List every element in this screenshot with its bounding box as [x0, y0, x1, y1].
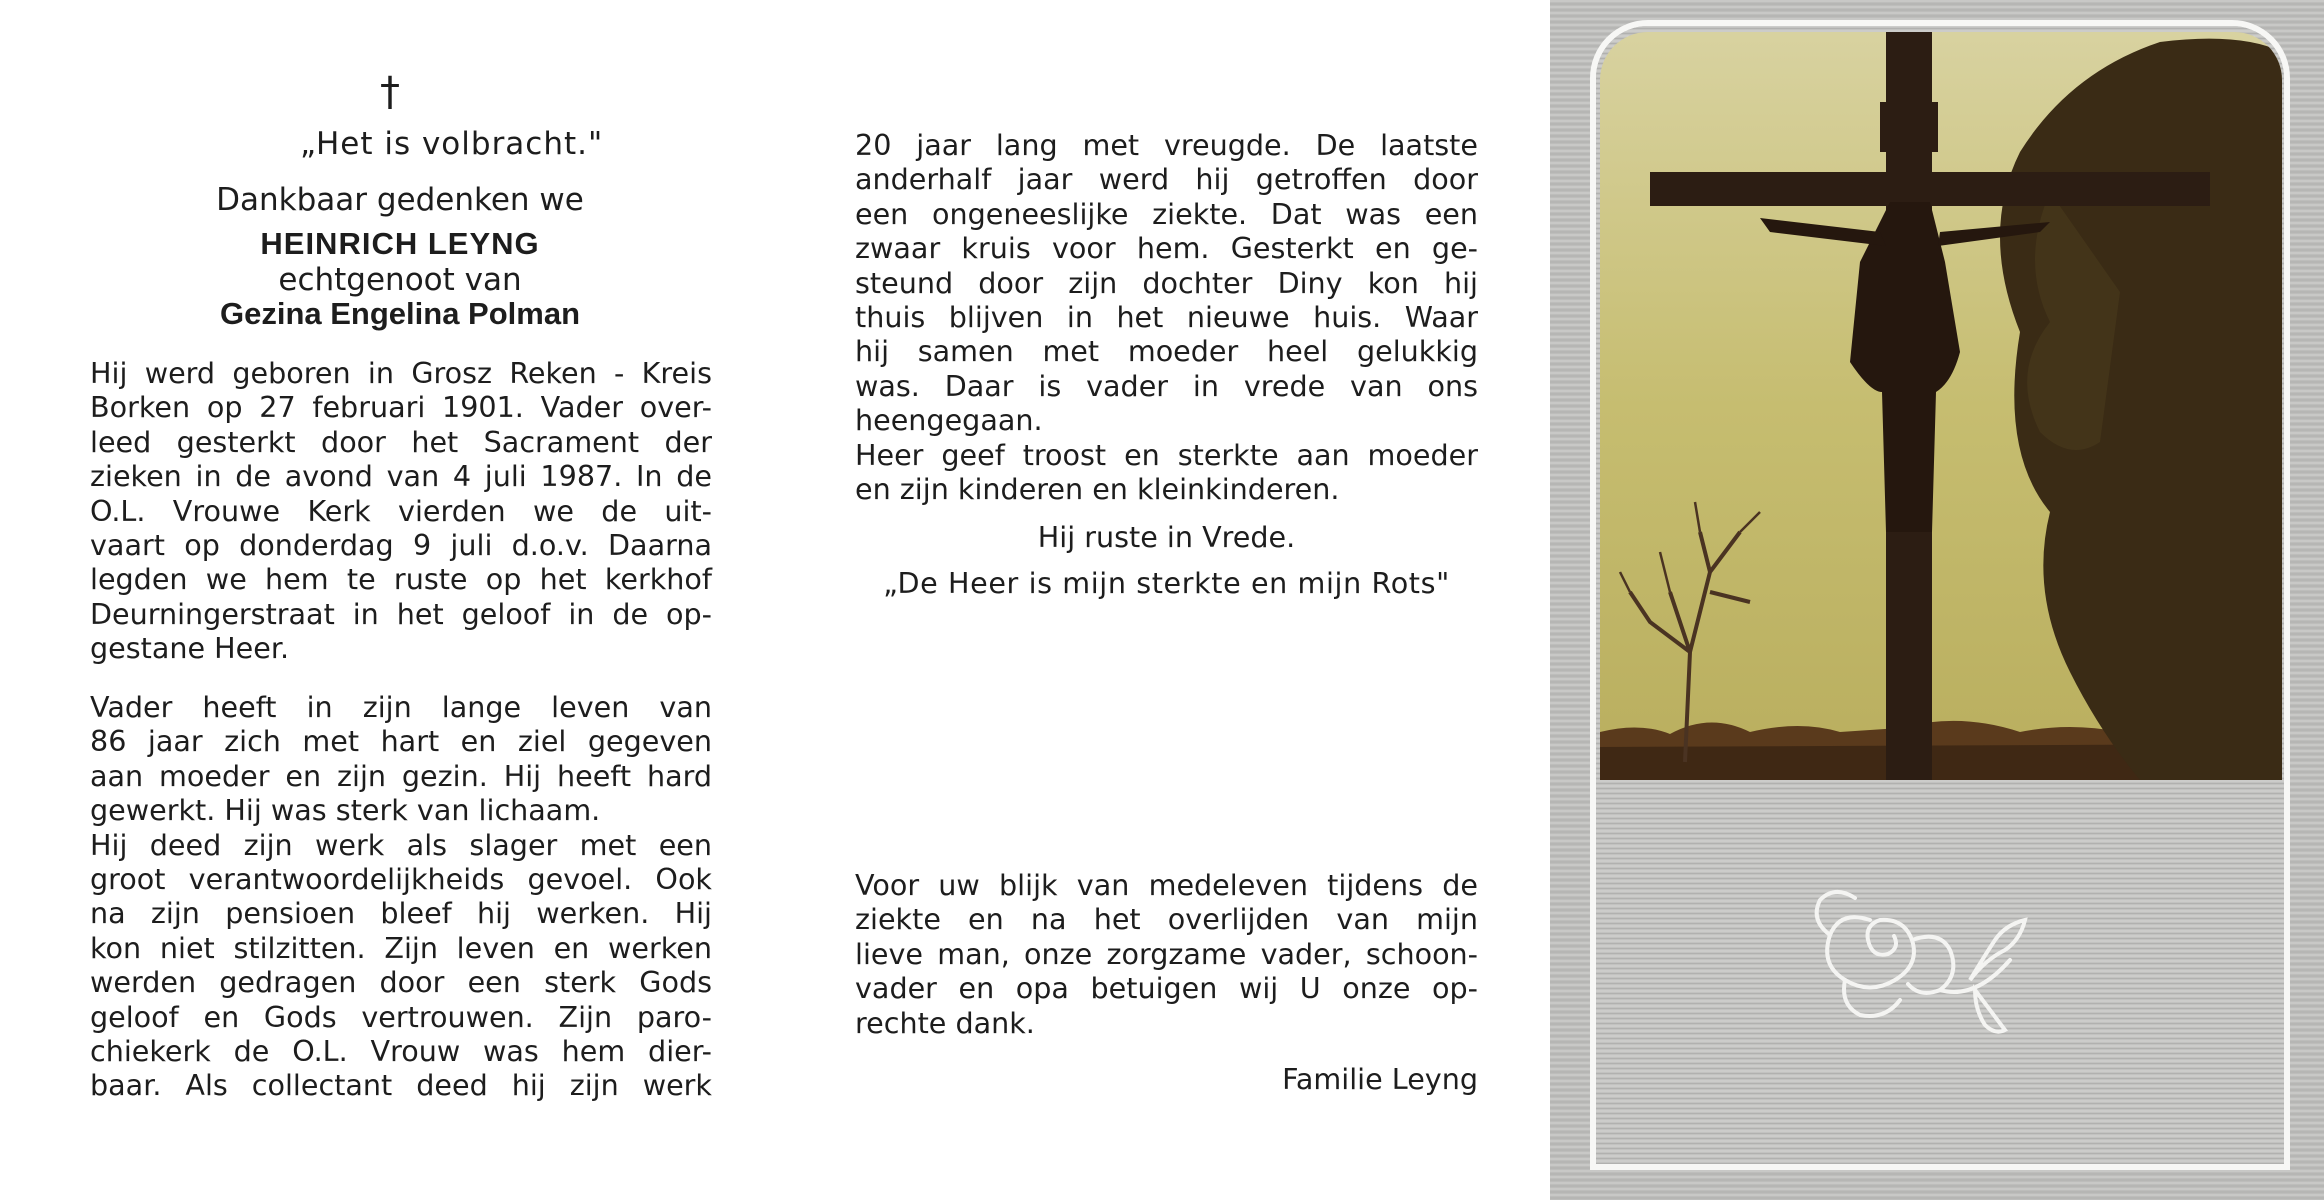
text-line: lieve man, onze zorgzame vader, schoon-	[855, 936, 1478, 971]
text-line: thuis blijven in het nieuwe huis. Waar	[855, 300, 1478, 335]
text-line: anderhalf jaar werd hij getroffen door	[855, 162, 1478, 197]
text-line: geloof en Gods vertrouwen. Zijn paro-	[90, 999, 712, 1034]
text-line: zieken in de avond van 4 juli 1987. In de	[90, 459, 712, 494]
crucifix-silhouette-icon	[1600, 32, 2282, 780]
text-line: zwaar kruis voor hem. Gesterkt en ge-	[855, 231, 1478, 266]
text-line: kon niet stilzitten. Zijn leven en werken	[90, 930, 712, 965]
text-line: ziekte en na het overlijden van mijn	[855, 902, 1478, 937]
text-line: een ongeneeslijke ziekte. Dat was een	[855, 196, 1478, 231]
spouse-name: Gezina Engelina Polman	[219, 296, 581, 331]
spouse-of-label: echtgenoot van	[278, 262, 522, 298]
text-line: aan moeder en zijn gezin. Hij heeft hard	[90, 758, 712, 793]
text-line: na zijn pensioen bleef hij werken. Hij	[90, 896, 712, 931]
crucifix-photo	[1600, 32, 2282, 780]
rest-in-peace: Hij ruste in Vrede.	[1037, 520, 1296, 554]
text-line: 86 jaar zich met hart en ziel gegeven	[90, 724, 712, 759]
cross-icon: †	[380, 69, 400, 115]
text-line: Heer geef troost en sterkte aan moeder	[855, 437, 1478, 472]
biography-paragraph-2	[90, 690, 712, 1103]
thanks-paragraph	[855, 868, 1478, 1040]
text-line: 20 jaar lang met vreugde. De laatste	[855, 128, 1478, 162]
text-line: werden gedragen door een sterk Gods	[90, 965, 712, 1000]
text-line: chiekerk de O.L. Vrouw was hem dier-	[90, 1034, 712, 1069]
family-signature: Familie Leyng	[1282, 1062, 1478, 1096]
text-line: Deurningerstraat in het geloof in de op-	[90, 596, 712, 631]
text-line: was. Daar is vader in vrede van ons	[855, 368, 1478, 403]
text-line: Vader heeft in zijn lange leven van	[90, 690, 712, 724]
opening-quote: „Het is volbracht."	[300, 126, 604, 162]
text-line: legden we hem te ruste op het kerkhof	[90, 562, 712, 597]
left-page	[0, 0, 770, 1200]
biography-paragraph-3	[855, 128, 1478, 506]
text-line: vader en opa betuigen wij U onze op-	[855, 971, 1478, 1006]
text-line: O.L. Vrouwe Kerk vierden we de uit-	[90, 493, 712, 528]
text-line: Voor uw blijk van medeleven tijdens de	[855, 868, 1478, 902]
text-line: en zijn kinderen en kleinkinderen.	[855, 472, 1340, 507]
text-line: Borken op 27 februari 1901. Vader over-	[90, 390, 712, 425]
deceased-name: HEINRICH LEYNG	[260, 226, 540, 261]
text-line: heengegaan.	[855, 403, 1043, 438]
biography-paragraph-1	[90, 356, 712, 666]
text-line: leed gesterkt door het Sacrament der	[90, 424, 712, 459]
text-line: Hij werd geboren in Grosz Reken - Kreis	[90, 356, 712, 390]
text-line: steund door zijn dochter Diny kon hij	[855, 265, 1478, 300]
text-line: groot verantwoordelijkheids gevoel. Ook	[90, 862, 712, 897]
rose-icon	[1800, 880, 2040, 1050]
text-line: gestane Heer.	[90, 631, 290, 666]
text-line: gewerkt. Hij was sterk van lichaam.	[90, 793, 601, 828]
thanks-heading: Dankbaar gedenken we	[216, 182, 584, 218]
text-line: baar. Als collectant deed hij zijn werk	[90, 1068, 712, 1103]
text-line: rechte dank.	[855, 1005, 1035, 1040]
text-line: vaart op donderdag 9 juli d.o.v. Daarna	[90, 528, 712, 563]
text-line: hij samen met moeder heel gelukkig	[855, 334, 1478, 369]
closing-quote: „De Heer is mijn sterkte en mijn Rots"	[883, 566, 1450, 600]
text-line: Hij deed zijn werk als slager met een	[90, 827, 712, 862]
